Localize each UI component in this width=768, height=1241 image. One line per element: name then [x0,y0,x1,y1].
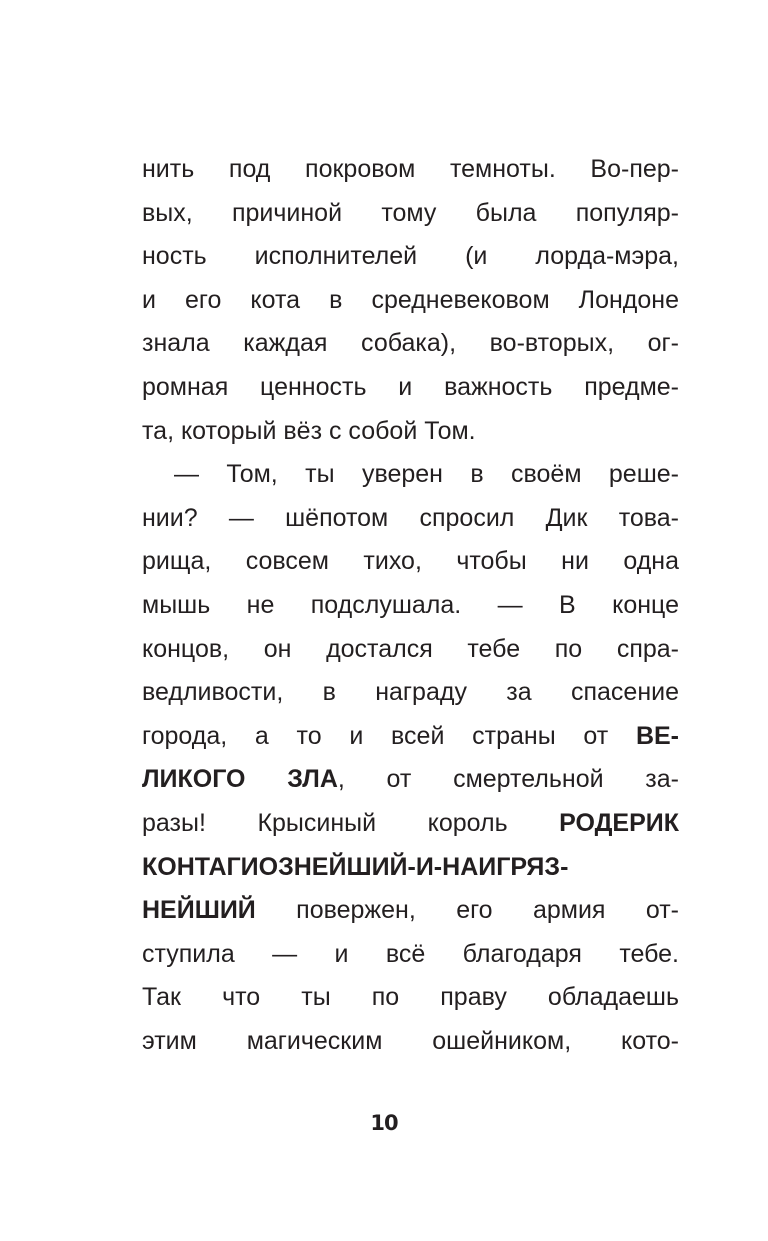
text-line: нить под покровом темноты. Во-пер- [142,155,679,183]
plain-text: разы! Крысиный король [142,808,560,837]
paragraph [142,148,679,453]
paragraph [142,453,679,1063]
plain-text: города, а то и всей страны от [142,721,636,750]
plain-text: , от смертельной за- [337,765,679,794]
text-line: та, который вёз с собой Том. [142,416,476,445]
bold-text: КОНТАГИОЗНЕЙШИЙ-И-НАИГРЯЗ- [142,852,569,881]
text-line: ность исполнителей (и лорда-мэра, [142,242,679,271]
text-line [142,846,679,890]
text-line: — Том, ты уверен в своём реше- [174,460,679,489]
bold-text: ВЕ- [635,721,679,750]
bold-text: РОДЕРИК [559,808,679,837]
text-line: концов, он достался тебе по спра- [142,634,679,663]
text-line: ромная ценность и важность предме- [142,372,679,401]
text-line: вых, причиной тому была популяр- [142,198,679,227]
text-line: и его кота в средневековом Лондоне [142,285,679,314]
plain-text: повержен, его армия от- [255,896,679,925]
text-line: ступила — и всё благодаря тебе. [142,939,679,968]
bold-text: ЛИКОГО ЗЛА [142,765,338,794]
text-line [142,715,679,759]
text-line: нии? — шёпотом спросил Дик това- [142,503,679,532]
text-line: этим магическим ошейником, кото- [142,1026,679,1055]
text-line: Так что ты по праву обладаешь [142,983,679,1012]
text-line: мышь не подслушала. — В конце [142,590,679,619]
text-line [142,758,679,802]
text-line: знала каждая собака), во-вторых, ог- [142,329,679,358]
text-line [142,802,679,846]
text-line: ведливости, в награду за спасение [142,678,679,707]
text-line [142,889,679,933]
text-line: рища, совсем тихо, чтобы ни одна [142,547,679,576]
page-number: 10 [370,1111,398,1135]
bold-text: НЕЙШИЙ [142,896,256,925]
body-text [142,148,679,1063]
